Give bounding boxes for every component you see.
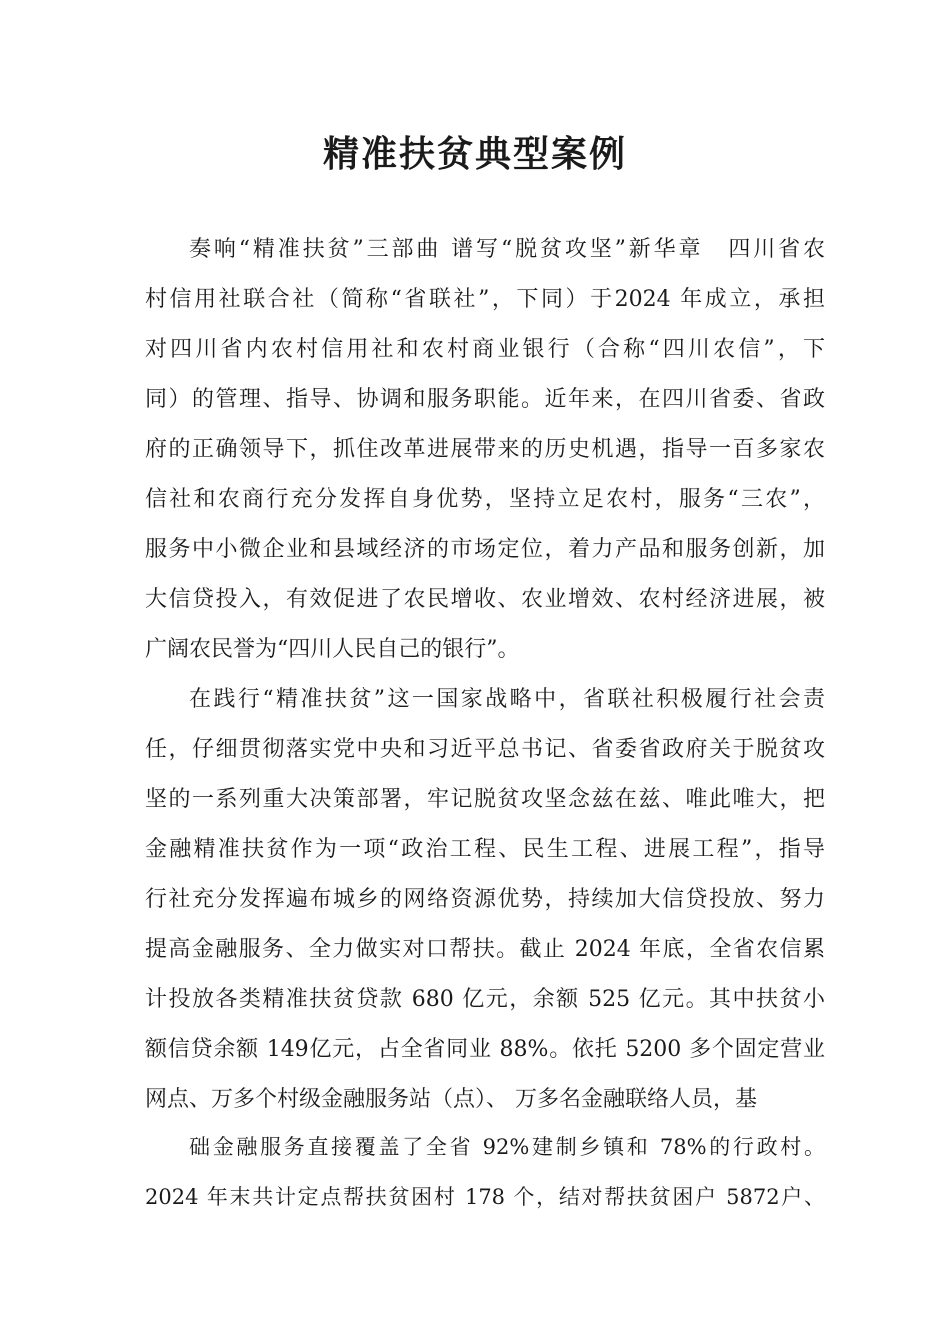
- text-line: 行社充分发挥遍布城乡的网络资源优势，持续加大信贷投放、努力: [145, 887, 825, 912]
- text-line: 对四川省内农村信用社和农村商业银行（合称“四川农信”，下: [145, 337, 825, 362]
- text-line: 在践行“精准扶贫”这一国家战略中，省联社积极履行社会责: [189, 687, 825, 712]
- text-line: 服务中小微企业和县域经济的市场定位，着力产品和服务创新，加: [145, 537, 825, 562]
- paragraph-3: [145, 1122, 825, 1222]
- text-line: 础金融服务直接覆盖了全省 92%建制乡镇和 78%的行政村。: [189, 1135, 825, 1159]
- text-line: 奏响“精准扶贫”三部曲 谱写“脱贫攻坚”新华章 四川省农: [189, 237, 825, 262]
- text-line: 计投放各类精准扶贫贷款 680 亿元，余额 525 亿元。其中扶贫小: [145, 987, 825, 1012]
- text-line: 额信贷余额 149亿元，占全省同业 88%。依托 5200 多个固定营业: [145, 1037, 825, 1062]
- text-line: 坚的一系列重大决策部署，牢记脱贫攻坚念兹在兹、唯此唯大，把: [145, 787, 825, 812]
- text-line: 提高金融服务、全力做实对口帮扶。截止 2024 年底，全省农信累: [145, 937, 825, 962]
- text-line: 金融精准扶贫作为一项“政治工程、民生工程、进展工程”，指导: [145, 837, 825, 862]
- document-title: 精准扶贫典型案例: [322, 133, 627, 175]
- text-line: 府的正确领导下，抓住改革进展带来的历史机遇，指导一百多家农: [145, 437, 825, 462]
- text-line: 同）的管理、指导、协调和服务职能。近年来，在四川省委、省政: [145, 387, 825, 412]
- text-line: 网点、万多个村级金融服务站（点）、 万多名金融联络人员，基: [145, 1087, 757, 1112]
- paragraph-1: [145, 225, 825, 675]
- text-line: 2024 年末共计定点帮扶贫困村 178 个，结对帮扶贫困户 5872户、: [145, 1185, 825, 1209]
- text-line: 任，仔细贯彻落实党中央和习近平总书记、省委省政府关于脱贫攻: [145, 737, 825, 762]
- text-line: 广阔农民誉为“四川人民自己的银行”。: [145, 637, 520, 662]
- text-line: 村信用社联合社（简称“省联社”，下同）于2024 年成立，承担: [145, 287, 825, 312]
- text-line: 信社和农商行充分发挥自身优势，坚持立足农村，服务“三农”，: [145, 487, 825, 512]
- paragraph-2: [145, 675, 825, 1125]
- text-line: 大信贷投入，有效促进了农民增收、农业增效、农村经济进展，被: [145, 587, 825, 612]
